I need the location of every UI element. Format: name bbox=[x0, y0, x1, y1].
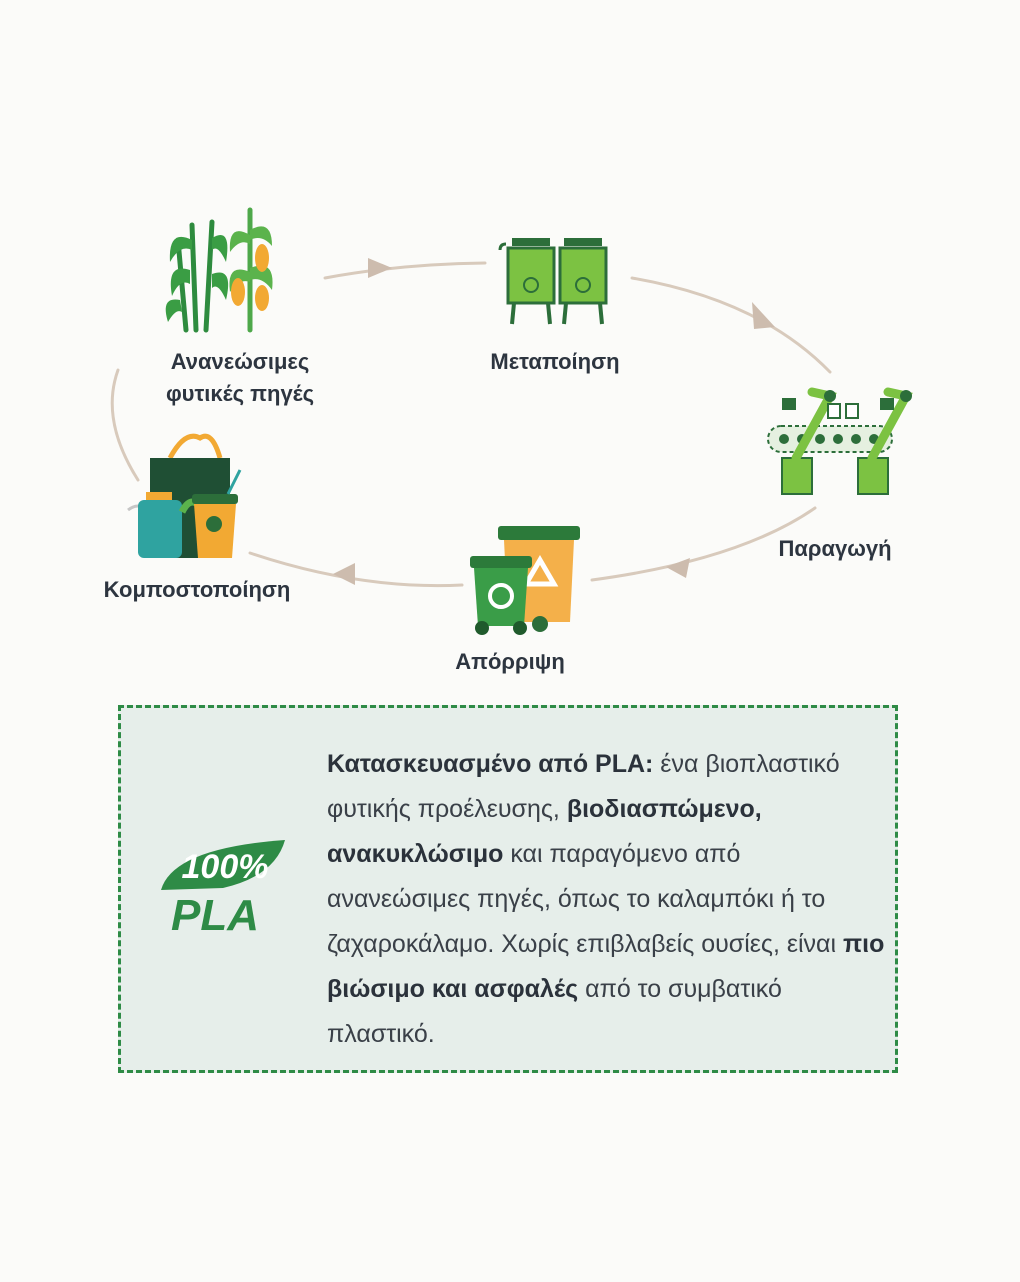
badge-percent: 100% bbox=[181, 848, 269, 886]
step-label-disposal: Απόρριψη bbox=[455, 649, 565, 674]
description-emphasis: πιο βιώσιμο και ασφαλές bbox=[327, 930, 885, 1003]
step-label-production: Παραγωγή bbox=[778, 536, 892, 561]
description-text: από το συμβατικό πλαστικό. bbox=[327, 975, 782, 1048]
step-label-processing: Μεταποίηση bbox=[490, 349, 620, 374]
robotic-assembly-line-icon bbox=[768, 390, 912, 494]
arrow-renewable-to-processing bbox=[368, 258, 392, 278]
arrow-disposal-to-composting bbox=[333, 563, 355, 585]
description-text: ένα βιοπλαστικό φυτικής προέλευσης, bbox=[327, 750, 840, 823]
pla-description bbox=[327, 742, 887, 1057]
recycling-bins-icon bbox=[470, 526, 580, 635]
step-label-composting: Κομποστοποίηση bbox=[103, 577, 291, 602]
pla-info-box bbox=[118, 705, 898, 1073]
badge-pla: PLA bbox=[171, 891, 259, 938]
pla-badge bbox=[153, 828, 293, 938]
arrow-production-to-disposal bbox=[666, 558, 690, 578]
description-text: και παραγόμενο από ανανεώσιμες πηγές, όπως το καλαμπόκι ή το ζαχαροκάλαμο. Χωρίς επιβλαβείς ουσίες, είναι bbox=[327, 840, 843, 958]
description-emphasis: Κατασκευασμένο από PLA: bbox=[327, 750, 654, 778]
fermentation-tanks-icon bbox=[500, 238, 606, 324]
step-label-renewable: Ανανεώσιμες φυτικές πηγές bbox=[165, 349, 315, 406]
description-emphasis: βιοδιασπώμενο, ανακυκλώσιμο bbox=[327, 795, 762, 868]
arrow-processing-to-production bbox=[752, 302, 775, 329]
bag-bottle-cup-icon bbox=[128, 436, 240, 558]
sugarcane-corn-icon bbox=[166, 210, 273, 330]
